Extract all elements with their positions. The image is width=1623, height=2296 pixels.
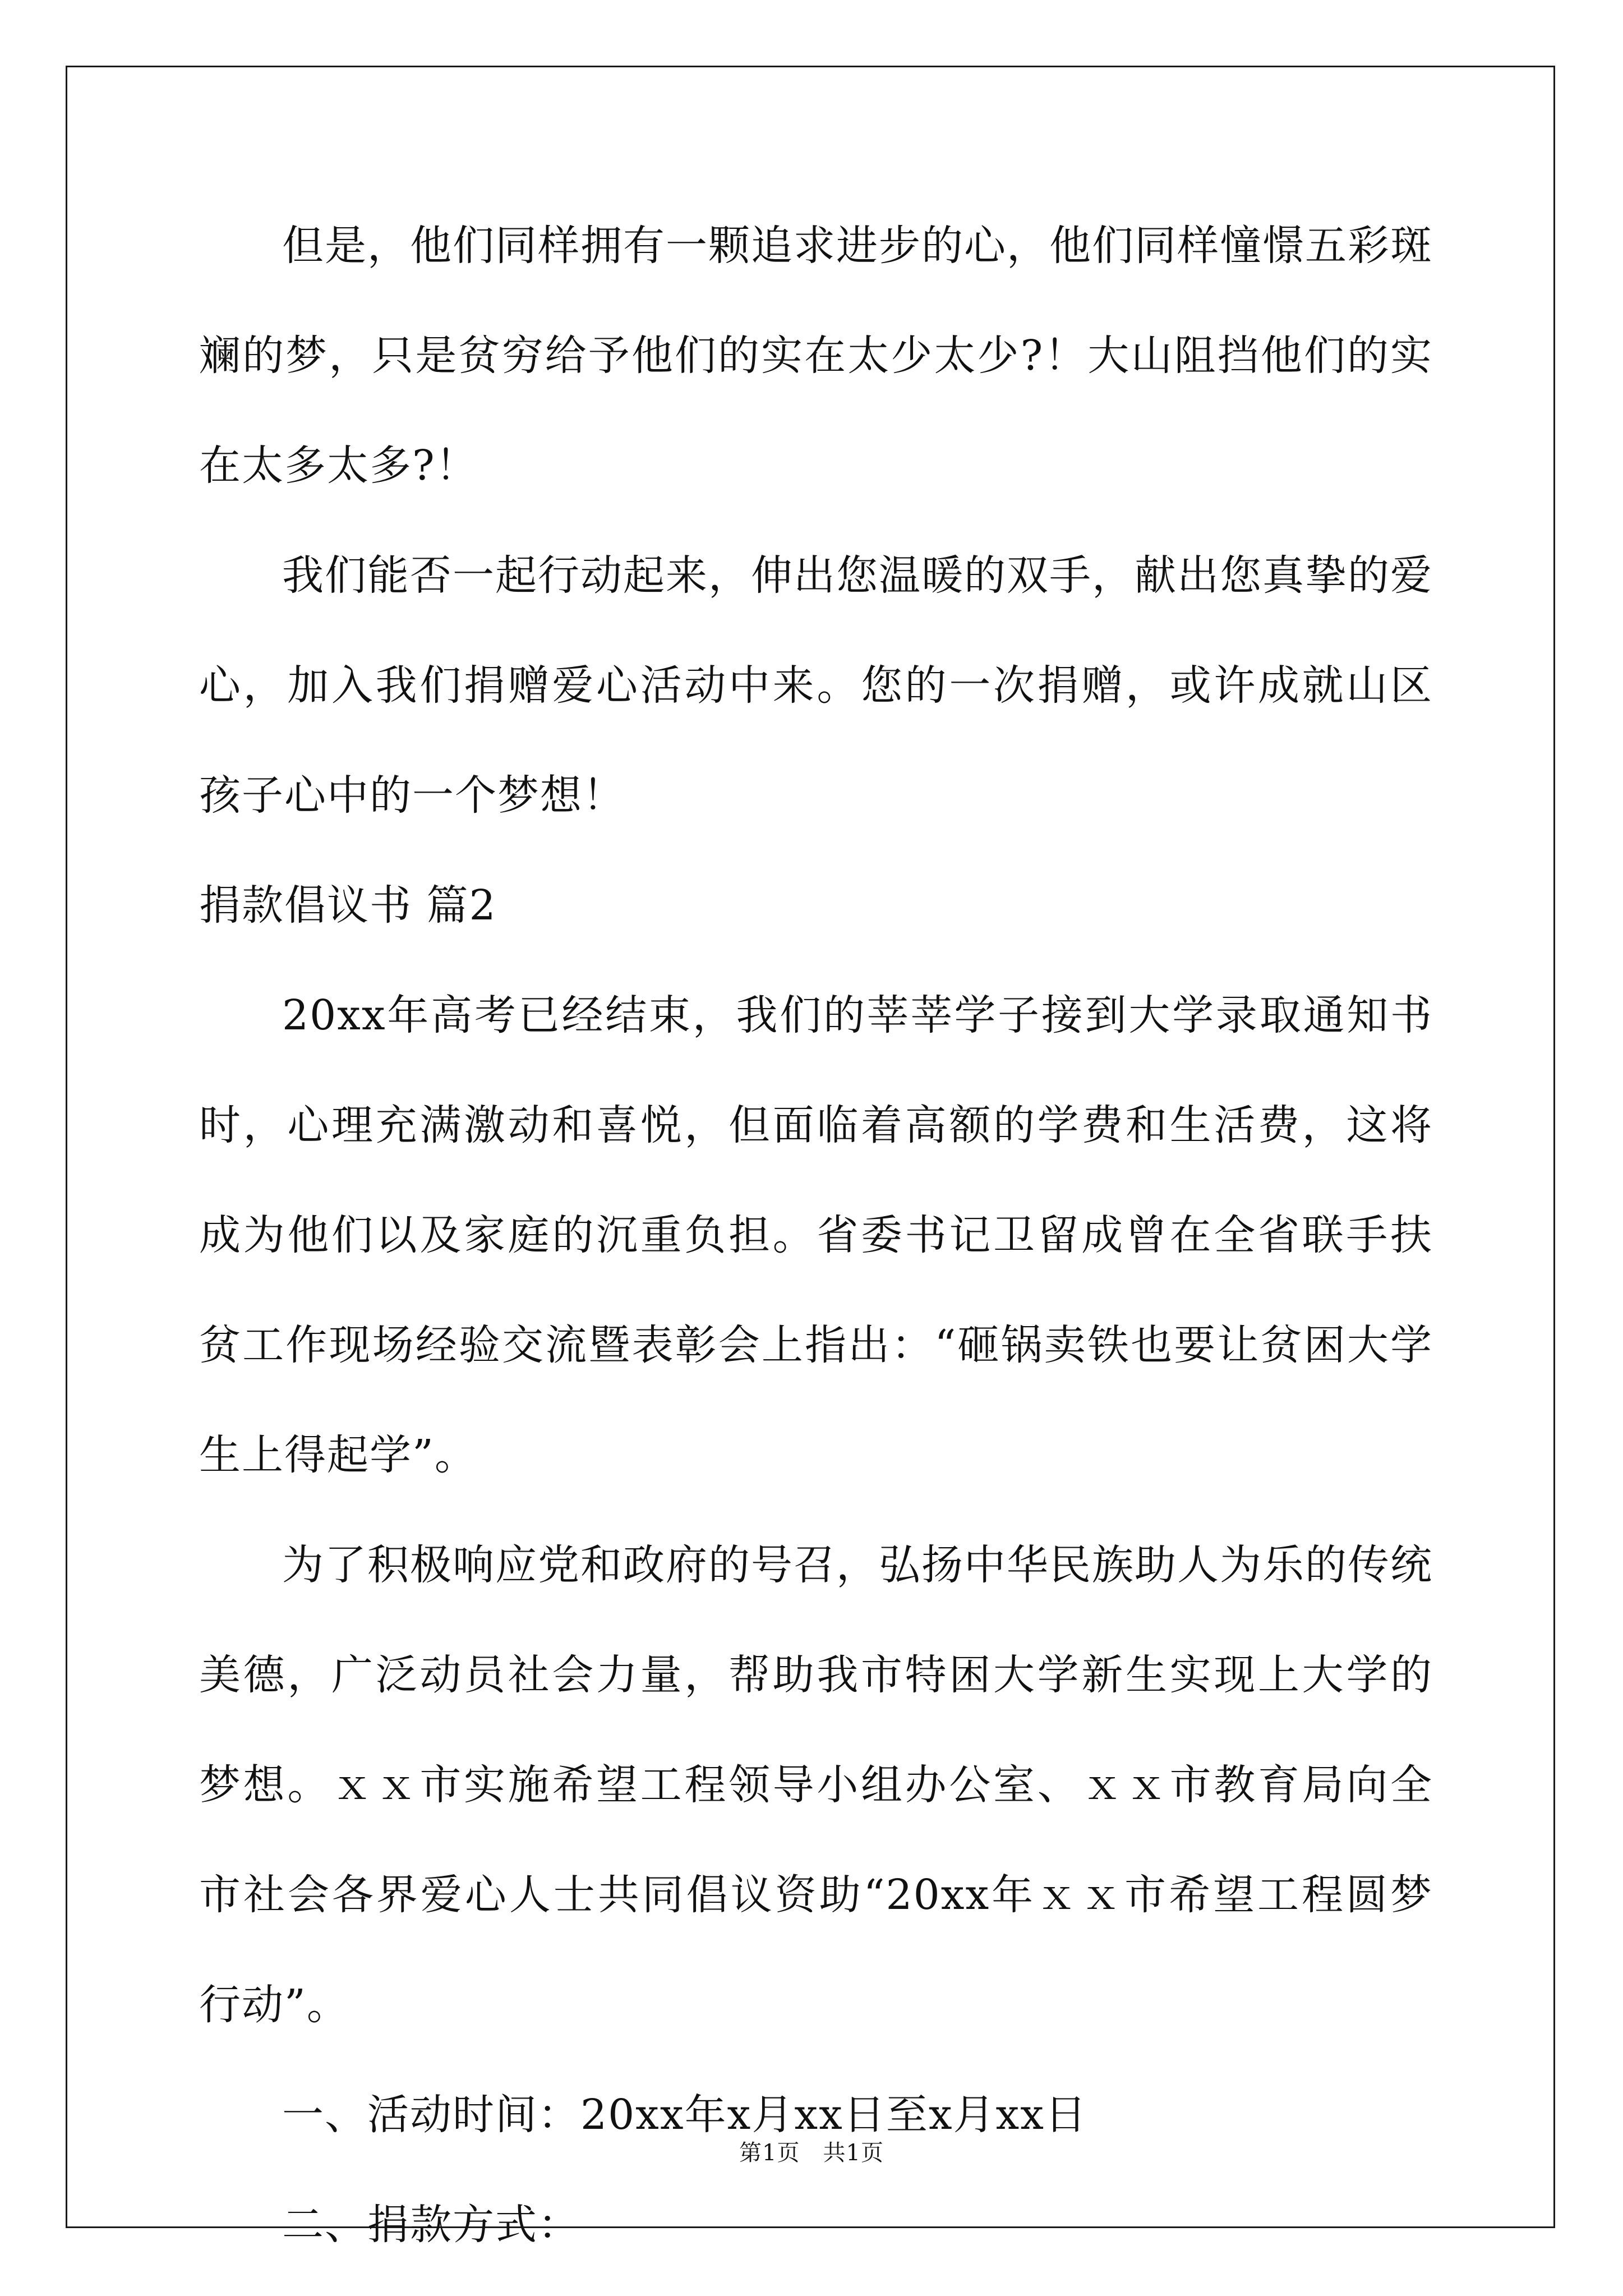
section-title: 捐款倡议书 篇2 (199, 881, 497, 930)
paragraph: 20xx年高考已经结束，我们的莘莘学子接到大学录取通知书时，心理充满激动和喜悦，但面临着高额的学费和生活费，这将成为他们以及家庭的沉重负担。省委书记卫留成曾在全省联手扶贫工作现场经验交流暨表彰会上指出：“砸锅卖铁也要让贫困大学生上得起学”。 (199, 991, 1433, 1479)
paragraph: 但是，他们同样拥有一颗追求进步的心，他们同样憧憬五彩斑斓的梦，只是贫穷给予他们的实在太少太少?！大山阻挡他们的实在太多太多?！ (199, 222, 1433, 490)
paragraph: 我们能否一起行动起来，伸出您温暖的双手，献出您真挚的爱心，加入我们捐赠爱心活动中来。您的一次捐赠，或许成就山区孩子心中的一个梦想！ (199, 551, 1433, 820)
paragraph: 二、捐款方式： (282, 2201, 580, 2249)
document-body (199, 191, 1433, 2280)
paragraph: 为了积极响应党和政府的号召，弘扬中华民族助人为乐的传统美德，广泛动员社会力量，帮助我市特困大学新生实现上大学的梦想。ｘｘ市实施希望工程领导小组办公室、ｘｘ市教育局向全市社会各界爱心人士共同倡议资助“20xx年ｘｘ市希望工程圆梦行动”。 (199, 1541, 1433, 2029)
page-footer: 第1页 共1页 (739, 2140, 884, 2166)
paragraph: 一、活动时间：20xx年x月xx日至x月xx日 (282, 2091, 1088, 2139)
